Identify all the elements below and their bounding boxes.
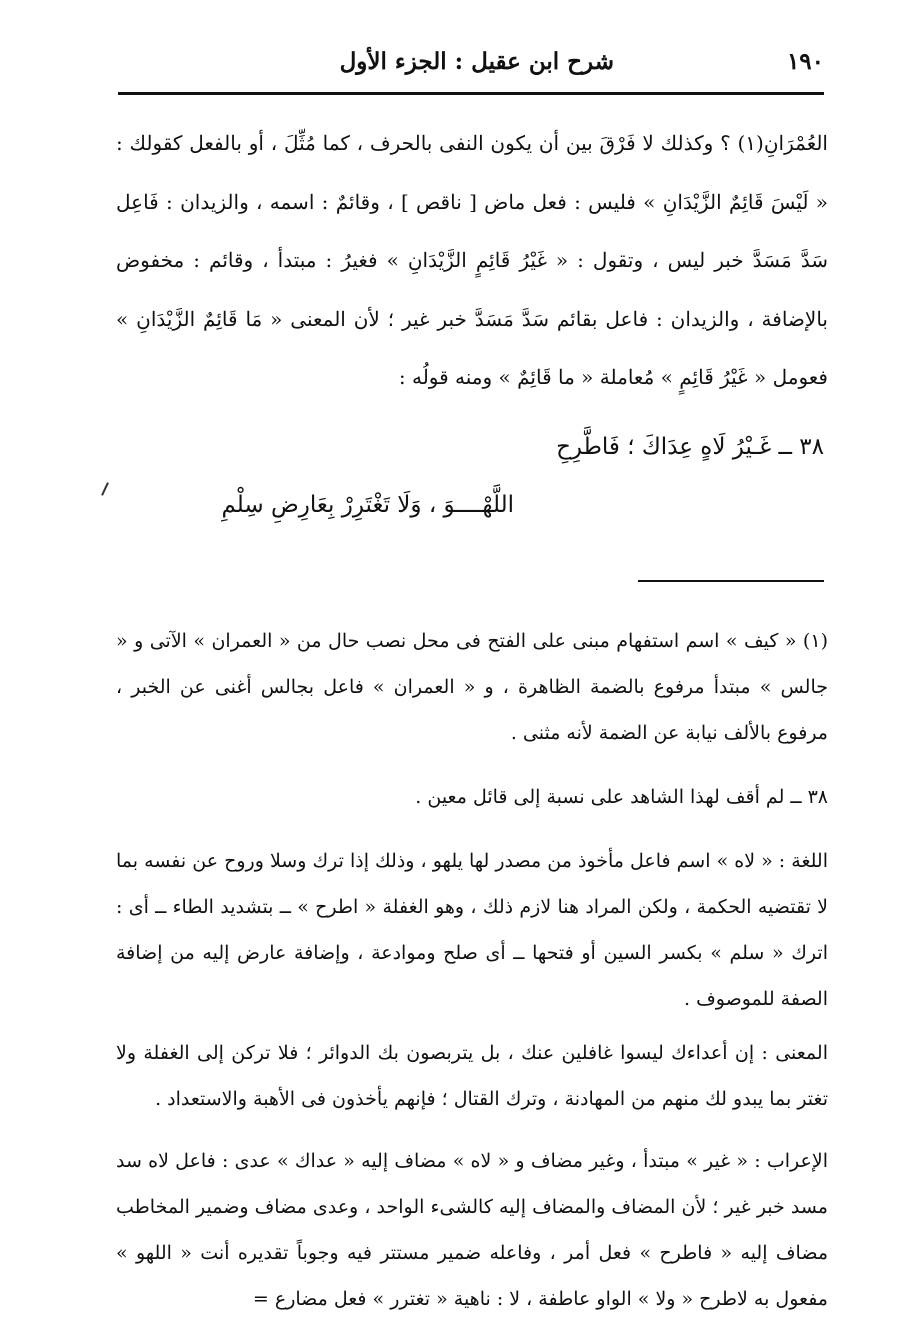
running-title: شرح ابن عقيل : الجزء الأول <box>339 48 614 75</box>
footnote-1: (١) « كيف » اسم استفهام مبنى على الفتح فى محل نصب حال من « العمران » الآتى و « جالس » مبتدأ مرفوع بالضمة الظاهرة ، و « العمران » فاعل بجالس أغنى عن الخبر ، مرفوع بالألف نيابة عن الضمة لأنه مثنى . <box>116 630 828 744</box>
verse-line-2: اللَّهْــــوَ ، وَلَا تَغْتَرِرْ بِعَارِضِ سِلْمِ <box>221 492 514 518</box>
stray-mark <box>101 482 109 496</box>
verse-line-1: ٣٨ ــ غَـيْرُ لَاهٍ عِدَاكَ ؛ فَاطَّرِحِ <box>556 434 824 460</box>
page-number: ١٩٠ <box>786 48 824 75</box>
footnote-separator <box>638 580 824 582</box>
header-rule <box>118 92 824 95</box>
main-text: العُمْرَانِ(١) ؟ وكذلك لا فَرْقَ بين أن يكون النفى بالحرف ، كما مُثِّلَ ، أو بالفعل كقولك : « لَيْسَ قَائِمٌ الزَّيْدَانِ » فليس : فعل ماض [ ناقص ] ، وقائمٌ : اسمه ، والزيدان : فَاعِل سَدَّ مَسَدَّ خبر ليس ، وتقول : « غَيْرُ قَائِمٍ الزَّيْدَانِ » فغيرُ : مبتدأ ، وقائم : مخفوض بالإضافة ، والزيدان : فاعل بقائم سَدَّ مَسَدَّ خبر غير ؛ لأن المعنى « مَا قَائِمٌ الزَّيْدَانِ » فعومل « غَيْرُ قَائِمٍ » مُعاملة « ما قَائِمٌ » ومنه قولُه : <box>116 131 829 390</box>
footnote-meaning: المعنى : إن أعداءك ليسوا غافلين عنك ، بل يتربصون بك الدوائر ؛ فلا تركن إلى الغفلة ولا تغتر بما يبدو لك منهم من المهادنة ، وترك القتال ؛ فإنهم يأخذون فى الأهبة والاستعداد . <box>116 1042 828 1110</box>
footnote-irab: الإعراب : « غير » مبتدأ ، وغير مضاف و « لاه » مضاف إليه « عداك » عدى : فاعل لاه سد مسد خبر غير ؛ لأن المضاف والمضاف إليه كالشىء الواحد ، وعدى مضاف وضمير المخاطب مضاف إليه « فاطرح » فعل أمر ، وفاعله ضمير مستتر فيه وجوباً تقديره أنت « اللهو » مفعول به لاطرح « ولا » الواو عاطفة ، لا : ناهية « تغترر » فعل مضارع = <box>116 1150 828 1310</box>
footnote-source: ٣٨ ــ لم أقف لهذا الشاهد على نسبة إلى قائل معين . <box>415 786 828 808</box>
footnote-language: اللغة : « لاه » اسم فاعل مأخوذ من مصدر لها يلهو ، وذلك إذا ترك وسلا وروح عن نفسه بما لا تقتضيه الحكمة ، ولكن المراد هنا لازم ذلك ، وهو الغفلة « اطرح » ــ بتشديد الطاء ــ أى : اترك « سلم » بكسر السين أو فتحها ــ أى صلح وموادعة ، وإضافة عارض إليه من إضافة الصفة للموصوف . <box>116 850 828 1010</box>
page-header <box>118 42 824 92</box>
